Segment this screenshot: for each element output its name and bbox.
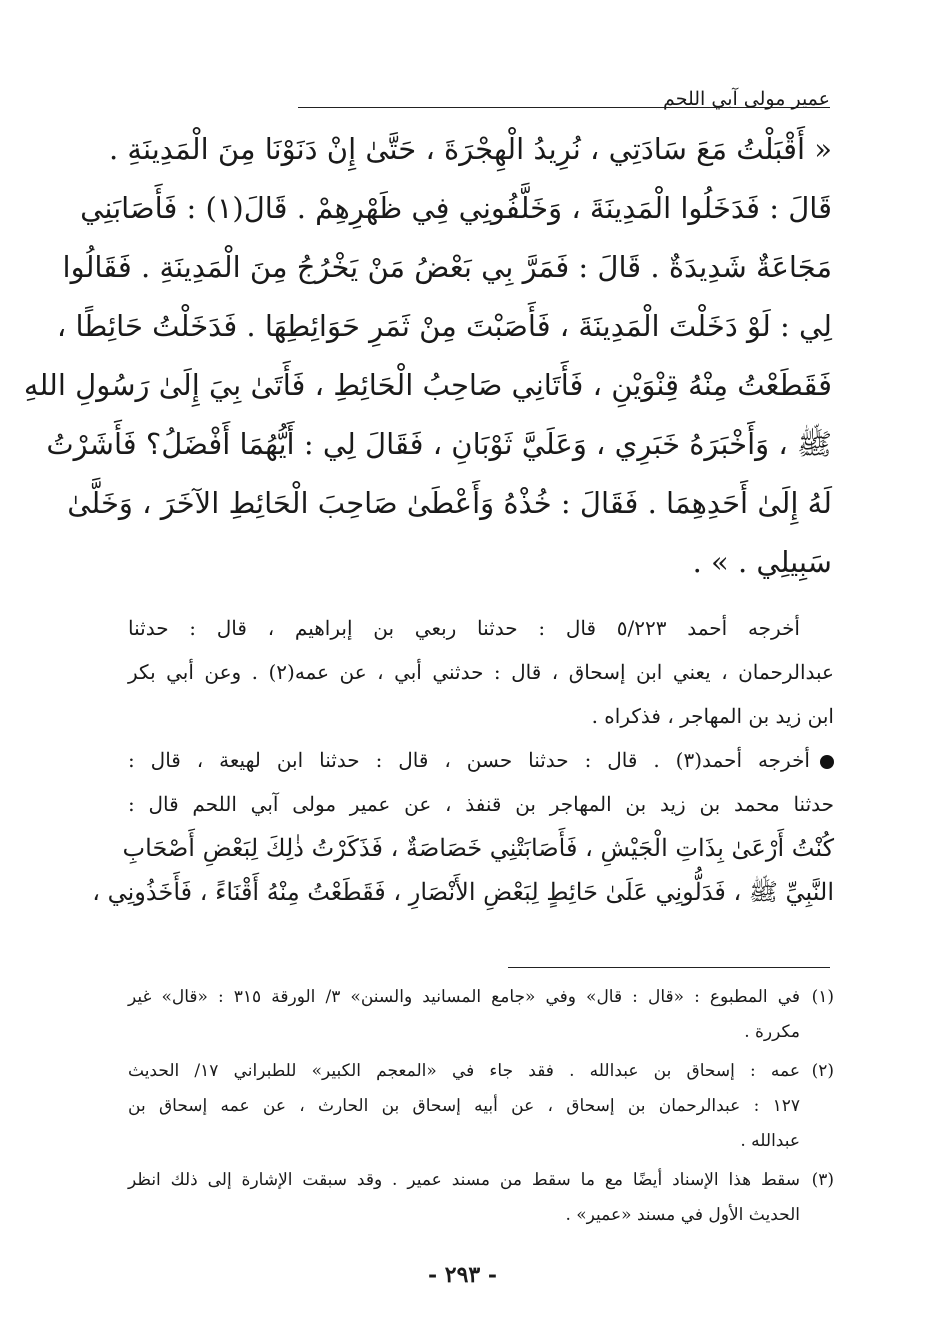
- footnote: [128, 1054, 834, 1159]
- footnotes: [128, 980, 834, 1237]
- footnote-line: في المطبوع : «قال : قال» وفي «جامع المسانيد والسنن» ٣/ الورقة ٣١٥ : «قال» غير: [128, 987, 800, 1007]
- header-title: عمير مولى آبي اللحم: [663, 88, 830, 110]
- narration-line: فَقَطَعْتُ مِنْهُ قِنْوَيْنِ ، فَأَتَانِي صَاحِبُ الْحَائِطِ ، فَأَتَىٰ بِيَ إِلَىٰ رَسُولِ اللهِ: [23, 368, 832, 402]
- bullet-paragraph-line: [128, 738, 834, 782]
- footnote-line: مكررة .: [744, 1022, 800, 1042]
- narration-line: ﷺ ، وَأَخْبَرَهُ خَبَرِي ، وَعَلَيَّ ثَوْبَانِ ، فَقَالَ لِي : أَيُّهُمَا أَفْضَلُ؟ فَأَشَرْتُ: [46, 427, 832, 461]
- footnote-rule: [508, 967, 830, 968]
- paragraph-line: حدثنا محمد بن زيد بن المهاجر بن قنفذ ، عن عمير مولى آبي اللحم قال :: [128, 792, 834, 816]
- footnote: [128, 1163, 834, 1233]
- paragraph-line: أخرجه أحمد ٥/٢٢٣ قال : حدثنا ربعي بن إبراهيم ، قال : حدثنا: [128, 616, 800, 640]
- footnote-body: [128, 1054, 800, 1159]
- running-header: [128, 88, 830, 118]
- narration-line: لِي : لَوْ دَخَلْتَ الْمَدِينَةَ ، فَأَصَبْتَ مِنْ ثَمَرِ حَوَائِطِهَا . فَدَخَلْتُ حَائِطًا ،: [56, 309, 832, 343]
- bullet-icon: [820, 755, 834, 769]
- footnote-number: (٢): [811, 1061, 834, 1081]
- footnote-number: (١): [811, 987, 834, 1007]
- footnote-body: [128, 1163, 800, 1233]
- narration-line: لَهُ إِلَىٰ أَحَدِهِمَا . فَقَالَ : خُذْهُ وَأَعْطَىٰ صَاحِبَ الْحَائِطِ الآخَرَ ، وَخَلَّىٰ: [67, 486, 832, 520]
- footnote-line: سقط هذا الإسناد أيضًا مع ما سقط من مسند عمير . وقد سبقت الإشارة إلى ذلك انظر: [128, 1170, 800, 1190]
- paragraph-line: كُنْتُ أَرْعَىٰ بِذَاتِ الْجَيْشِ ، فَأَصَابَتْنِي خَصَاصَةٌ ، فَذَكَرْتُ ذٰلِكَ لِبَعْضِ أَصْحَابِ: [122, 834, 834, 862]
- commentary-block: [92, 606, 834, 914]
- narration-block: [23, 120, 832, 592]
- footnote-line: عبدالله .: [740, 1131, 800, 1151]
- footnote-line: عمه : إسحاق بن عبدالله . فقد جاء في «المعجم الكبير» للطبراني ١٧/ الحديث: [128, 1061, 801, 1081]
- footnote-line: ١٢٧ : عبدالرحمان بن إسحاق ، عن أبيه إسحاق بن الحارث ، عن عمه إسحاق بن: [128, 1096, 800, 1116]
- paragraph-line: عبدالرحمان ، يعني ابن إسحاق ، قال : حدثني أبي ، عن عمه(٢) . وعن أبي بكر: [128, 660, 834, 684]
- header-rule: [298, 107, 830, 108]
- footnote-body: [128, 980, 800, 1050]
- narration-line: « أَقْبَلْتُ مَعَ سَادَتِي ، نُرِيدُ الْهِجْرَةَ ، حَتَّىٰ إِنْ دَنَوْنَا مِنَ الْمَدِينَةِ .: [108, 132, 832, 166]
- paragraph-line-text: أخرجه أحمد(٣) . قال : حدثنا حسن ، قال : حدثنا ابن لهيعة ، قال :: [128, 748, 810, 772]
- paragraph-line: ابن زيد بن المهاجر ، فذكراه .: [591, 704, 834, 728]
- narration-line: مَجَاعَةٌ شَدِيدَةٌ . قَالَ : فَمَرَّ بِي بَعْضُ مَنْ يَخْرُجُ مِنَ الْمَدِينَةِ . فَقَالُوا: [62, 250, 832, 284]
- footnote-line: الحديث الأول في مسند «عمير» .: [565, 1205, 800, 1225]
- narration-line: سَبِيلِي . » .: [692, 545, 832, 579]
- narration-line: قَالَ : فَدَخَلُوا الْمَدِينَةَ ، وَخَلَّفُونِي فِي ظَهْرِهِمْ . قَالَ(١) : فَأَصَابَنِي: [80, 191, 832, 225]
- footnote-number: (٣): [811, 1170, 834, 1190]
- footnote: [128, 980, 834, 1050]
- paragraph-line: النَّبِيِّ ﷺ ، فَدَلُّونِي عَلَىٰ حَائِطٍ لِبَعْضِ الأَنْصَارِ ، فَقَطَعْتُ مِنْهُ أَقْنَاءً ، فَأَخَذُونِي ،: [92, 878, 834, 906]
- page-number: - ٢٩٣ -: [427, 1262, 498, 1288]
